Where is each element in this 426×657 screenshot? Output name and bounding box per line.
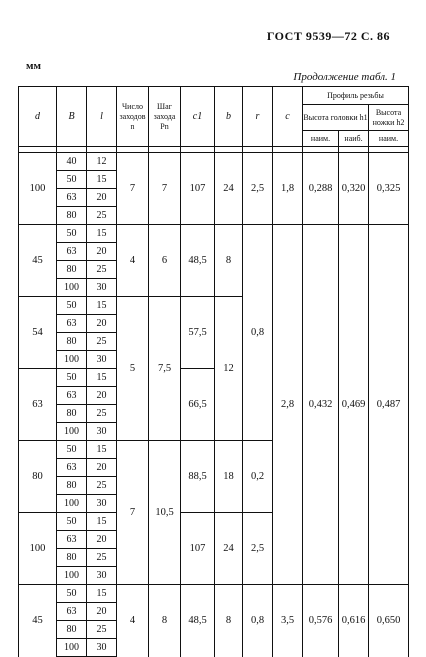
cell-c1: 57,5	[181, 297, 215, 369]
cell-h1-min: 0,432	[303, 225, 339, 585]
cell-B: 63	[57, 531, 87, 549]
cell-l: 30	[87, 351, 117, 369]
cell-B: 63	[57, 189, 87, 207]
units-label: мм	[26, 60, 41, 72]
cell-r: 0,2	[243, 441, 273, 513]
cell-l: 25	[87, 207, 117, 225]
cell-B: 63	[57, 243, 87, 261]
cell-l: 25	[87, 405, 117, 423]
cell-B: 80	[57, 477, 87, 495]
cell-l: 15	[87, 297, 117, 315]
cell-h2-min: 0,650	[369, 585, 409, 657]
cell-l: 20	[87, 531, 117, 549]
col-n: Число заходов n	[117, 87, 149, 147]
cell-B: 40	[57, 153, 87, 171]
cell-l: 12	[87, 153, 117, 171]
cell-n: 7	[117, 441, 149, 585]
cell-c: 1,8	[273, 153, 303, 225]
cell-b: 8	[215, 225, 243, 297]
cell-r: 2,5	[243, 513, 273, 585]
cell-l: 30	[87, 567, 117, 585]
cell-d: 100	[19, 153, 57, 225]
cell-B: 63	[57, 459, 87, 477]
cell-B: 100	[57, 279, 87, 297]
cell-l: 20	[87, 189, 117, 207]
thread-spec-table	[18, 86, 409, 657]
cell-r: 0,8	[243, 225, 273, 441]
cell-d: 80	[19, 441, 57, 513]
cell-l: 15	[87, 585, 117, 603]
cell-n: 4	[117, 585, 149, 657]
col-h1-max: наиб.	[339, 131, 369, 147]
cell-l: 30	[87, 423, 117, 441]
cell-r: 0,8	[243, 585, 273, 657]
cell-b: 24	[215, 153, 243, 225]
col-p: Шаг захода Pn	[149, 87, 181, 147]
cell-B: 80	[57, 261, 87, 279]
cell-c: 2,8	[273, 225, 303, 585]
col-profile: Профиль резьбы	[303, 87, 409, 105]
cell-d: 54	[19, 297, 57, 369]
cell-B: 100	[57, 639, 87, 657]
cell-l: 30	[87, 279, 117, 297]
cell-h2-min: 0,325	[369, 153, 409, 225]
cell-h1-min: 0,576	[303, 585, 339, 657]
col-h2-min: наим.	[369, 131, 409, 147]
cell-c1: 107	[181, 513, 215, 585]
cell-B: 100	[57, 351, 87, 369]
cell-l: 15	[87, 513, 117, 531]
cell-B: 50	[57, 369, 87, 387]
cell-B: 100	[57, 495, 87, 513]
cell-c: 3,5	[273, 585, 303, 657]
cell-h1-max: 0,616	[339, 585, 369, 657]
cell-l: 20	[87, 459, 117, 477]
cell-B: 50	[57, 297, 87, 315]
cell-p: 8	[149, 585, 181, 657]
cell-d: 63	[19, 369, 57, 441]
cell-B: 63	[57, 387, 87, 405]
cell-n: 4	[117, 225, 149, 297]
cell-c1: 107	[181, 153, 215, 225]
cell-b: 8	[215, 585, 243, 657]
cell-h1-min: 0,288	[303, 153, 339, 225]
col-h1: Высота головки h1	[303, 105, 369, 131]
col-c1: c1	[181, 87, 215, 147]
cell-l: 25	[87, 621, 117, 639]
cell-B: 50	[57, 441, 87, 459]
cell-B: 100	[57, 423, 87, 441]
cell-p: 7,5	[149, 297, 181, 441]
cell-p: 7	[149, 153, 181, 225]
cell-l: 15	[87, 369, 117, 387]
col-B: B	[57, 87, 87, 147]
cell-h1-max: 0,320	[339, 153, 369, 225]
cell-B: 100	[57, 567, 87, 585]
col-h1-min: наим.	[303, 131, 339, 147]
cell-B: 50	[57, 513, 87, 531]
cell-B: 80	[57, 405, 87, 423]
cell-h1-max: 0,469	[339, 225, 369, 585]
cell-l: 30	[87, 639, 117, 657]
col-c: c	[273, 87, 303, 147]
cell-l: 25	[87, 261, 117, 279]
cell-p: 10,5	[149, 441, 181, 585]
cell-l: 20	[87, 603, 117, 621]
col-b: b	[215, 87, 243, 147]
cell-d: 45	[19, 225, 57, 297]
cell-c1: 88,5	[181, 441, 215, 513]
page-header: ГОСТ 9539—72 С. 86	[266, 29, 390, 43]
cell-B: 50	[57, 585, 87, 603]
cell-l: 15	[87, 171, 117, 189]
cell-p: 6	[149, 225, 181, 297]
cell-B: 63	[57, 603, 87, 621]
cell-b: 18	[215, 441, 243, 513]
cell-l: 20	[87, 387, 117, 405]
cell-n: 5	[117, 297, 149, 441]
cell-l: 15	[87, 441, 117, 459]
cell-h2-min: 0,487	[369, 225, 409, 585]
cell-b: 24	[215, 513, 243, 585]
cell-n: 7	[117, 153, 149, 225]
cell-l: 15	[87, 225, 117, 243]
cell-c1: 48,5	[181, 585, 215, 657]
cell-B: 80	[57, 621, 87, 639]
cell-B: 63	[57, 315, 87, 333]
cell-l: 25	[87, 477, 117, 495]
cell-l: 25	[87, 333, 117, 351]
cell-d: 100	[19, 513, 57, 585]
cell-d: 45	[19, 585, 57, 657]
col-d: d	[19, 87, 57, 147]
cell-c1: 48,5	[181, 225, 215, 297]
cell-l: 20	[87, 315, 117, 333]
cell-b: 12	[215, 297, 243, 441]
col-l: l	[87, 87, 117, 147]
cell-r: 2,5	[243, 153, 273, 225]
cell-l: 20	[87, 243, 117, 261]
cell-B: 80	[57, 333, 87, 351]
cell-l: 30	[87, 495, 117, 513]
col-h2: Высота ножки h2	[369, 105, 409, 131]
col-r: r	[243, 87, 273, 147]
cell-l: 25	[87, 549, 117, 567]
cell-B: 50	[57, 225, 87, 243]
cell-B: 80	[57, 207, 87, 225]
cell-c1: 66,5	[181, 369, 215, 441]
continuation-label: Продолжение табл. 1	[293, 71, 396, 83]
cell-B: 50	[57, 171, 87, 189]
cell-B: 80	[57, 549, 87, 567]
